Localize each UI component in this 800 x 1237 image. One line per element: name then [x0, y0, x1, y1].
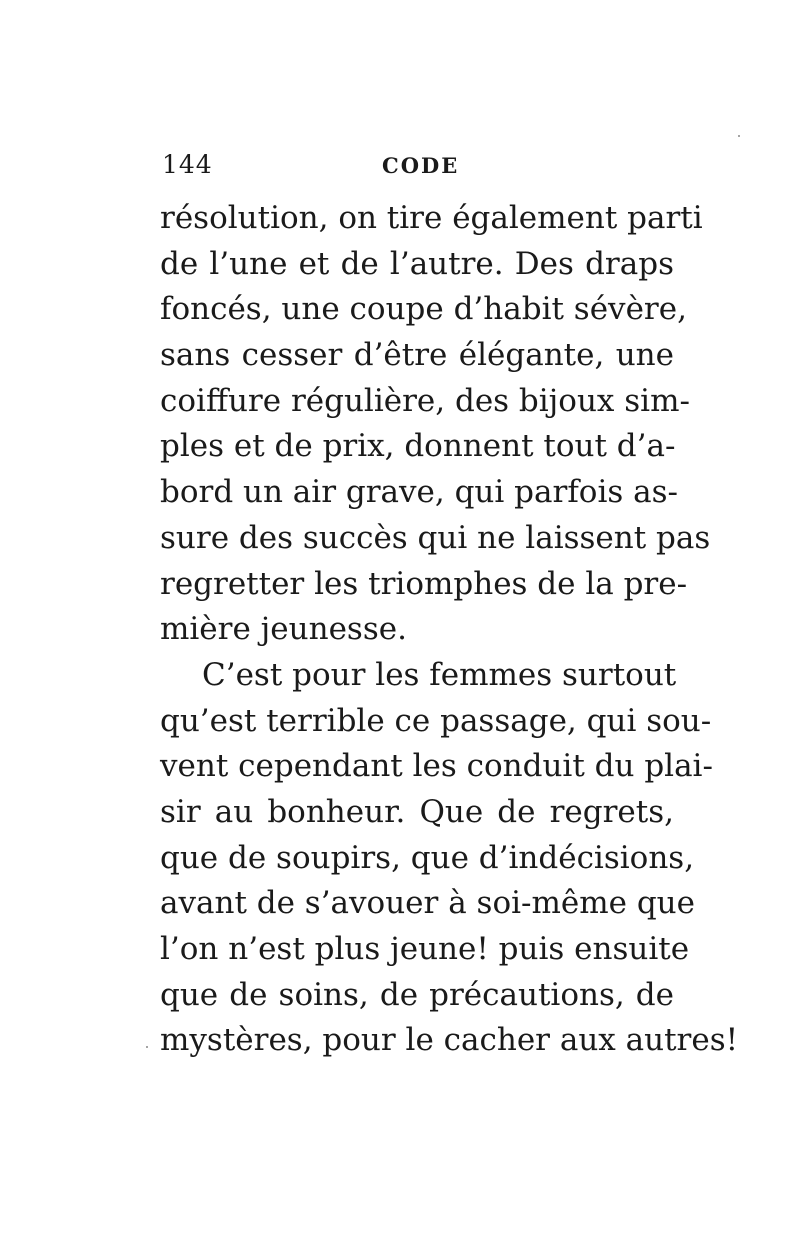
text-line: foncés, une coupe d’habit sévère,	[160, 291, 687, 328]
paper-speck	[146, 1046, 148, 1048]
paragraph-start-line: C’est pour les femmes surtout	[202, 656, 677, 693]
text-line: ples et de prix, donnent tout d’a-	[160, 428, 676, 465]
paper-speck	[738, 135, 740, 137]
text-line: bord un air grave, qui parfois as-	[160, 474, 678, 511]
text-line: l’on n’est plus jeune! puis ensuite	[160, 931, 690, 967]
running-head: CODE	[382, 153, 460, 178]
body-text	[160, 196, 739, 1064]
text-line: que de soupirs, que d’indécisions,	[160, 839, 695, 876]
text-line: avant de s’avouer à soi-même que	[160, 885, 695, 922]
text-line: sans cesser d’être élégante, une	[160, 337, 674, 374]
paragraph-end-line: mière jeunesse.	[160, 611, 407, 648]
page-number: 144	[162, 150, 213, 179]
page-header	[160, 150, 700, 186]
text-line: mystères, pour le cacher aux autres!	[160, 1022, 739, 1059]
text-line: de l’une et de l’autre. Des draps	[160, 245, 674, 282]
text-line: que de soins, de précautions, de	[160, 976, 674, 1013]
text-line: qu’est terrible ce passage, qui sou-	[160, 702, 712, 739]
text-line: coiffure régulière, des bijoux sim-	[160, 382, 690, 419]
text-line: vent cependant les conduit du plai-	[160, 748, 713, 785]
text-line: regretter les triomphes de la pre-	[160, 565, 688, 602]
text-line: résolution, on tire également parti	[160, 200, 703, 236]
text-line: sure des succès qui ne laissent pas	[160, 519, 711, 556]
text-line: sir au bonheur. Que de regrets,	[160, 793, 674, 830]
